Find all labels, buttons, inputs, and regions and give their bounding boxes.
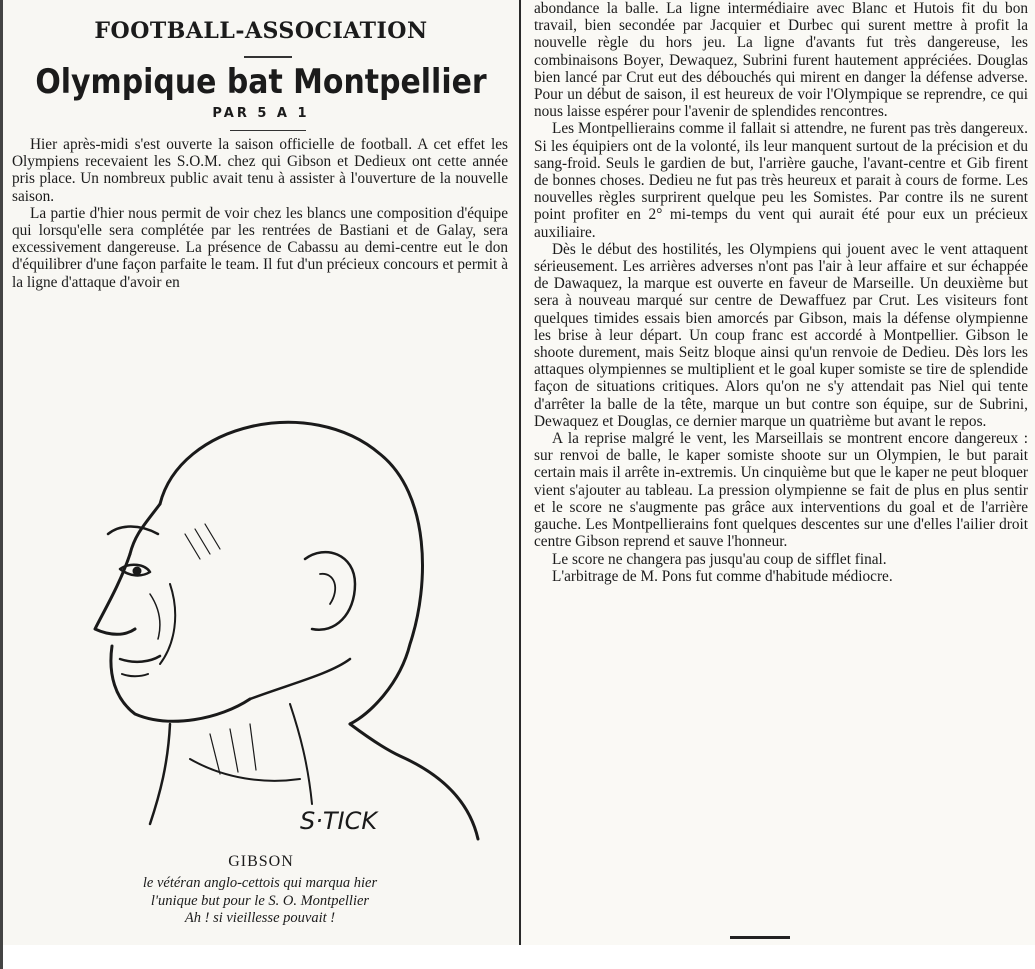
- paragraph: Dès le début des hostilités, les Olympiens qui jouent avec le vent attaquent sérieusement. Les arrières adverses n'ont pas l'air à leur affaire et sur échappée de Dawaquez, la marque est ouverte en faveur de Marseille. Un deuxième but sera à nouveau marqué sur centre de Dewaffuez par Crut. Les visiteurs font quelques timides essais bien amorcés par Gibson, mais la défense olympienne les brise à leur départ. Un coup franc est accordé à Montpellier. Gibson le shoote durement, mais Seitz bloque ainsi qu'un renvoie de Dedieu. Dès lors les attaques olympiennes se multiplient et le goal kuper somiste se tire de splendide façon de situations critiques. Alors qu'on ne s'y attendait pas Niel qui tente d'arrêter la balle de la tête, marque un but contre son équipe, sur de Subrini, Dewaquez et Douglas, ce dernier marque un quatrième but avant le repos.: [534, 240, 1028, 430]
- paragraph: abondance la balle. La ligne intermédiaire avec Blanc et Hutois fit du bon travail, bien secondée par Jacquier et Durbec qui surent mettre à profit la nouvelle règle du hors jeu. La ligne d'avants fut très dangereuse, les combinaisons Boyer, Dewaquez, Subrini furent hautement appréciées. Douglas bien lancé par Crut eut des débouchés qui mirent en danger la défense adverse. Pour un début de saison, il est heureux de voir l'Olympique se reprendre, ce qui nous laisse espérer pour l'avenir de splendides rencontres.: [534, 0, 1028, 121]
- article-left-text: [12, 136, 508, 291]
- subheadline: PAR 5 A 1: [212, 106, 310, 121]
- paragraph: A la reprise malgré le vent, les Marseillais se montrent encore dangereux : sur renvoi de balle, le kaper somiste shoote sur un Olympien, le but parait certain mais il arrête in-extremis. Un cinquième but que le kaper ne peut bloquer vient s'ajouter au tableau. La pression olympienne se fait de plus en plus sentir et le score ne s'augmente pas grâce aux interventions du goal et de l'arrière gauche. Les Montpellierains font quelques descentes sur une d'elles l'ailier droit centre Gibson reprend et sauve l'honneur.: [534, 430, 1028, 551]
- subhead-rule: [230, 130, 306, 131]
- caption-line: l'unique but pour le S. O. Montpellier: [150, 892, 370, 909]
- section-title: FOOTBALL-ASSOCIATION: [94, 18, 428, 44]
- caption-text: [40, 875, 480, 928]
- bottom-margin: [0, 945, 1035, 969]
- column-divider: [519, 0, 521, 945]
- paragraph: Hier après-midi s'est ouverte la saison officielle de football. A cet effet les Olympiens recevaient les S.O.M. chez qui Gibson et Dedieux ont cette année pris place. Un nombreux public avait tenu à assister à l'ouverture de la nouvelle saison.: [12, 136, 508, 205]
- caption-name: GIBSON: [228, 853, 294, 870]
- headline: Olympique bat Montpellier: [35, 62, 487, 102]
- paragraph: L'arbitrage de M. Pons fut comme d'habitude médiocre.: [552, 567, 893, 585]
- artist-signature: S·TICK: [300, 807, 378, 835]
- portrait-illustration: [50, 384, 482, 844]
- end-rule: [730, 936, 790, 939]
- caption-line: Ah ! si vieillesse pouvait !: [184, 910, 336, 926]
- page-edge: [0, 0, 3, 969]
- article-right-text: [534, 0, 1028, 585]
- paragraph: La partie d'hier nous permit de voir chez les blancs une composition d'équipe qui lorsqu'elle sera complétée par les rentrées de Bastiani et de Galay, sera excessivement dangereuse. La présence de Cabassu au demi-centre eut le don d'équilibrer d'une façon parfaite le team. Il fut d'un précieux concours et permit à la ligne d'attaque d'avoir en: [12, 204, 508, 291]
- paragraph: Le score ne changera pas jusqu'au coup de sifflet final.: [552, 550, 887, 568]
- paragraph: Les Montpellierains comme il fallait si attendre, ne furent pas très dangereux. Si les équipiers ont de la volonté, ils leur manquent surtout de la précision et du sang-froid. Seuls le gardien de but, l'arrière gauche, l'avant-centre et Gib firent de bonnes choses. Dedieu ne fut pas très heureux et parait à cours de forme. Les nouvelles règles surprirent quelque peu les Somistes. Par contre ils ne surent point profiter en 2° mi-temps du vent qui aurait été pour eux un précieux auxiliaire.: [534, 120, 1028, 241]
- title-rule: [244, 56, 292, 58]
- caption-line: le vétéran anglo-cettois qui marqua hier: [142, 875, 378, 891]
